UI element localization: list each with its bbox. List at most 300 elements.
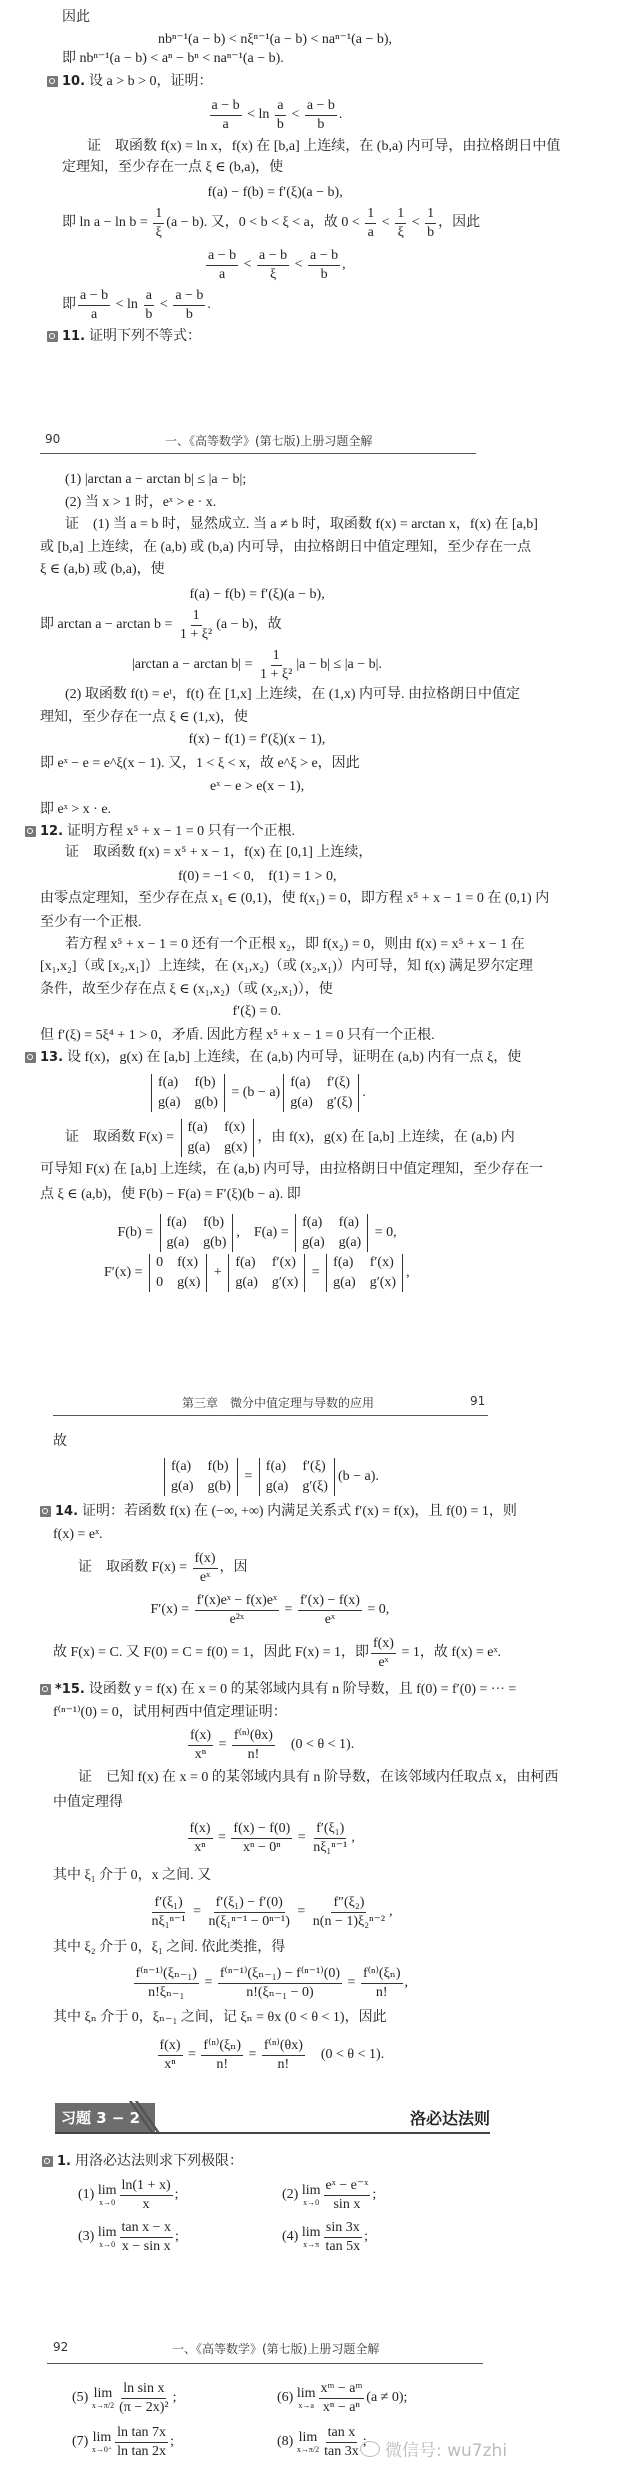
determinant-entry: g′(x)	[369, 1275, 397, 1291]
fraction	[117, 2381, 171, 2416]
text-run: = 0,	[371, 1225, 397, 1241]
text-line	[204, 248, 346, 283]
text-line	[62, 51, 284, 67]
fraction	[361, 1966, 403, 2001]
determinant-entry: g(b)	[194, 1095, 218, 1111]
denominator: ξ	[155, 224, 162, 240]
search-book-icon	[25, 1052, 36, 1063]
determinant	[228, 1254, 305, 1292]
numerator: f″(ξ₂)	[331, 1895, 366, 1913]
determinant-entry: g(a)	[171, 1479, 194, 1495]
determinant-entry: f(a)	[302, 1215, 323, 1230]
text-line	[65, 495, 216, 511]
fraction	[365, 206, 376, 241]
problem-number: 1.	[57, 2153, 71, 2169]
determinant-entry: g(a)	[166, 1235, 190, 1251]
text-line	[40, 608, 282, 643]
denominator: n(n − 1)ξ₂ⁿ⁻²	[312, 1913, 386, 1929]
numerator: a − b	[257, 248, 289, 266]
determinant-entry: f′(ξ)	[326, 1075, 351, 1090]
fraction	[322, 2425, 361, 2460]
numerator: a − b	[173, 288, 205, 306]
fraction	[195, 1593, 279, 1628]
problem-statement	[62, 74, 213, 90]
numerator: 1	[365, 206, 376, 224]
text-run: 用洛必达法则求下列极限：	[74, 2154, 243, 2169]
fraction	[231, 1821, 292, 1856]
denominator: sin x	[333, 2196, 361, 2212]
numerator: a − b	[305, 98, 337, 116]
text-line	[40, 982, 333, 998]
determinant	[151, 1074, 225, 1112]
text-run: =	[200, 1975, 216, 1991]
text-line	[190, 587, 325, 603]
text-run: f(a) − f(b) = f′(ξ)(a − b),	[189, 587, 325, 602]
text-run: (1)	[78, 2187, 98, 2203]
page-number: 91	[470, 1394, 486, 1408]
denominator: e²ˣ	[229, 1611, 245, 1627]
text-run: .	[338, 107, 343, 123]
fraction	[371, 1636, 396, 1671]
fraction	[324, 2178, 371, 2213]
text-run: f′(ξ) = 0.	[232, 1004, 282, 1019]
text-line	[208, 185, 343, 201]
text-run: 点 ξ ∈ (a,b)，使 F(b) − F(a) = F′(ξ)(b − a). 即	[40, 1187, 301, 1202]
header-rule	[47, 2363, 483, 2364]
denominator: ξ	[397, 224, 404, 240]
fraction	[305, 98, 337, 133]
text-run: 设 f(x)，g(x) 在 [a,b] 上连续，在 (a,b) 内可导，证明在 (a,b) 内有一点 ξ，使	[67, 1050, 522, 1065]
fraction	[134, 1966, 199, 2001]
text-line	[282, 2220, 368, 2255]
text-line	[65, 845, 372, 861]
text-run: 可导知 F(x) 在 [a,b] 上连续，在 (a,b) 内可导，由拉格朗日中值定理知，至少存在一	[40, 1162, 544, 1177]
search-book-icon	[47, 331, 58, 342]
lim-subscript: x→0	[99, 2198, 116, 2208]
text-line	[53, 1636, 501, 1671]
text-run: (b − a).	[337, 1469, 379, 1485]
text-line	[40, 1162, 543, 1178]
lim-label: lim	[97, 2225, 117, 2241]
denominator: nξ₁ⁿ⁻¹	[151, 1913, 186, 1929]
text-run: eˣ − e > e(x − 1),	[210, 779, 305, 794]
fraction	[262, 2038, 305, 2073]
numerator: f(x)	[193, 1551, 218, 1569]
numerator: f(x)	[158, 2038, 183, 2056]
denominator: (π − 2x)²	[119, 2399, 169, 2415]
determinant-entry: f(a)	[265, 1459, 286, 1474]
text-run: (2) 取函数 f(t) = eᵗ，f(t) 在 [1,x] 上连续，在 (1,x) 内可导. 由拉格朗日中值定	[65, 687, 521, 702]
denominator: n!	[247, 1746, 260, 1762]
numerator: f⁽ⁿ⁾(ξₙ)	[361, 1966, 403, 1984]
text-run: F′(x) =	[150, 1602, 193, 1618]
lim-subscript: x→a	[298, 2401, 314, 2411]
text-run: 故 F(x) = C. 又 F(0) = C = f(0) = 1，因此 F(x) = 1，即	[53, 1645, 369, 1661]
text-run: ;	[372, 2187, 377, 2203]
text-run: < ln	[112, 297, 142, 313]
text-line	[158, 32, 392, 48]
problem-statement	[62, 329, 201, 345]
fraction	[210, 98, 242, 133]
text-run: 由零点定理知，至少存在点 x₁ ∈ (0,1)，使 f(x₁) = 0，即方程 x⁵ + x − 1 = 0 在 (0,1) 内	[40, 891, 550, 906]
text-run: 证 取函数 F(x) =	[65, 1130, 178, 1146]
determinant	[295, 1214, 368, 1252]
denominator: x	[142, 2196, 150, 2212]
text-line	[156, 2038, 385, 2073]
denominator: nξ₁ⁿ⁻¹	[313, 1839, 348, 1855]
search-book-icon	[25, 826, 36, 837]
lim-label: lim	[97, 2183, 117, 2199]
determinant-entry: f(a)	[187, 1120, 208, 1135]
text-run: f⁽ⁿ⁻¹⁾(0) = 0，试用柯西中值定理证明：	[53, 1705, 287, 1720]
text-run: ,	[351, 1830, 355, 1846]
determinant-entry: f(x)	[177, 1255, 199, 1270]
text-run: ξ ∈ (a,b) 或 (b,a)，使	[40, 562, 165, 577]
page-number: 92	[53, 2340, 69, 2354]
text-line	[65, 1119, 515, 1157]
text-line	[62, 160, 283, 176]
search-book-icon	[40, 1506, 51, 1517]
fraction	[324, 2220, 363, 2255]
text-line	[161, 1458, 379, 1496]
text-run: =	[240, 1469, 256, 1485]
determinant-entry: f′(ξ)	[302, 1459, 326, 1474]
numerator: ln sin x	[121, 2381, 166, 2399]
text-run: ,	[389, 1904, 393, 1920]
fraction	[120, 2178, 173, 2213]
text-line	[40, 1028, 435, 1044]
determinant-entry: f(a)	[338, 1215, 359, 1230]
denominator: eˣ	[199, 1569, 211, 1585]
determinant	[164, 1458, 238, 1496]
text-line	[72, 2425, 174, 2460]
text-line	[65, 937, 525, 953]
denominator: eˣ	[324, 1611, 336, 1627]
fraction	[173, 288, 205, 323]
text-run: , F(a) =	[236, 1225, 293, 1241]
text-line	[40, 891, 549, 907]
determinant-entry: 0	[156, 1255, 164, 1270]
lim-label: lim	[301, 2225, 321, 2241]
text-run: =	[344, 1975, 359, 1991]
fraction	[201, 2038, 243, 2073]
denominator: b	[145, 306, 153, 322]
lim-label: lim	[93, 2386, 113, 2402]
text-line	[78, 1551, 248, 1586]
text-run: (5)	[72, 2390, 92, 2406]
running-title: 一、《高等数学》(第七版)上册习题全解	[165, 434, 373, 448]
problem-number: 11.	[62, 328, 86, 344]
determinant-entry: g(a)	[290, 1095, 313, 1111]
denominator: a	[90, 306, 98, 322]
text-line	[189, 732, 326, 748]
text-run: 定理知，至少存在一点 ξ ∈ (b,a)，使	[62, 160, 284, 175]
text-run: .	[362, 1085, 366, 1101]
text-line	[78, 1770, 558, 1786]
text-run: (a ≠ 0);	[366, 2390, 408, 2406]
numerator: a − b	[210, 98, 242, 116]
numerator: ln(1 + x)	[120, 2178, 173, 2196]
numerator: tan x − x	[120, 2220, 174, 2238]
numerator: f′(ξ₁)	[314, 1821, 346, 1839]
numerator: f(x) − f(0)	[231, 1821, 292, 1839]
text-run: 证 已知 f(x) 在 x = 0 的某邻域内具有 n 阶导数，在该邻域内任取点 x，由柯西	[78, 1770, 559, 1785]
denominator: tan 5x	[325, 2238, 361, 2254]
text-run: nbⁿ⁻¹(a − b) < nξⁿ⁻¹(a − b) < naⁿ⁻¹(a − b),	[158, 32, 393, 47]
text-run: = 0,	[363, 1602, 390, 1618]
text-run: +	[210, 1265, 226, 1281]
search-book-icon	[40, 1684, 51, 1695]
text-line	[132, 1966, 409, 2001]
text-run: <	[378, 215, 394, 231]
numerator: 1	[395, 206, 406, 224]
text-run: .	[207, 297, 211, 313]
text-run: 若方程 x⁵ + x − 1 = 0 还有一个正根 x₂，即 f(x₂) = 0，则由 f(x) = x⁵ + x − 1 在	[65, 937, 525, 952]
problem-number: 12.	[40, 823, 64, 839]
denominator: eˣ	[378, 1654, 389, 1670]
text-line	[118, 1214, 397, 1252]
numerator: f(x)	[188, 1728, 213, 1746]
denominator: b	[427, 224, 435, 240]
numerator: ln tan 7x	[115, 2425, 168, 2443]
text-run: <	[291, 257, 307, 273]
text-run: 即 arctan a − arctan b =	[40, 617, 176, 633]
text-run: 证明下列不等式：	[89, 329, 202, 344]
determinant	[259, 1458, 335, 1496]
numerator: f⁽ⁿ⁾(θx)	[232, 1728, 275, 1746]
text-run: (4)	[282, 2229, 302, 2245]
text-line	[151, 1593, 390, 1628]
numerator: xᵐ − aᵐ	[319, 2381, 365, 2399]
lim-subscript: x→0	[303, 2198, 320, 2208]
text-run: =	[189, 1904, 205, 1920]
text-run: 证明：若函数 f(x) 在 (−∞, +∞) 内满足关系式 f′(x) = f(x)，且 f(0) = 1，则	[82, 1504, 517, 1519]
text-line	[53, 1940, 285, 1956]
text-run: 即	[62, 297, 76, 313]
text-line	[65, 472, 246, 488]
text-line	[53, 1705, 287, 1721]
denominator: n(ξ₁ⁿ⁻¹ − 0ⁿ⁻¹)	[208, 1913, 290, 1929]
determinant-entry: g′(ξ)	[302, 1479, 328, 1495]
denominator: a	[222, 116, 229, 132]
fraction	[298, 1593, 362, 1628]
text-line	[186, 1728, 354, 1763]
text-run: 或 [b,a] 上连续，在 (a,b) 或 (b,a) 内可导，由拉格朗日中值定理知，至少存在一点	[40, 540, 532, 555]
denominator: xⁿ − 0ⁿ	[242, 1839, 281, 1855]
determinant	[181, 1119, 255, 1157]
lim-subscript: x→π	[303, 2240, 320, 2250]
limit-operator	[302, 2183, 321, 2207]
text-run: (7)	[72, 2434, 92, 2450]
text-run: 证 取函数 F(x) =	[78, 1560, 191, 1576]
text-run: =	[308, 1265, 324, 1281]
lim-subscript: x→0	[99, 2240, 116, 2250]
text-line	[78, 2220, 179, 2255]
text-line	[78, 2178, 179, 2213]
denominator: 1 + ξ²	[179, 626, 213, 642]
numerator: a	[144, 288, 154, 306]
determinant-entry: g(x)	[224, 1140, 248, 1156]
limit-operator	[302, 2225, 321, 2249]
determinant-entry: f(b)	[194, 1075, 216, 1090]
text-run: <	[156, 297, 172, 313]
numerator: f(x)	[188, 1821, 213, 1839]
fraction	[120, 2220, 174, 2255]
fraction	[115, 2425, 168, 2460]
text-run: ;	[175, 2229, 179, 2245]
text-run: =	[294, 1830, 310, 1846]
text-run: 理知，至少存在一点 ξ ∈ (1,x)，使	[40, 710, 248, 725]
text-run: ，因此	[438, 215, 481, 231]
fraction	[258, 648, 294, 683]
text-line	[53, 2010, 387, 2026]
text-run: (6)	[277, 2390, 297, 2406]
determinant-entry: g(a)	[235, 1275, 258, 1291]
determinant-entry: f(x)	[224, 1120, 246, 1135]
text-run: (0 < θ < 1).	[276, 1737, 355, 1753]
numerator: 1	[271, 648, 282, 666]
fraction	[78, 288, 110, 323]
text-run: (a − b). 又，0 < b < ξ < a，故 0 <	[166, 215, 364, 231]
fraction	[150, 1895, 188, 1930]
numerator: 1	[191, 608, 202, 626]
problem-number: *15.	[55, 1681, 85, 1697]
denominator: a	[367, 224, 374, 240]
text-run: (3)	[78, 2229, 98, 2245]
problem-statement	[55, 1682, 516, 1698]
denominator: b	[276, 116, 284, 132]
watermark	[360, 2436, 507, 2461]
text-run: f(x) − f(1) = f′(ξ)(x − 1),	[188, 732, 326, 747]
text-line	[277, 2425, 367, 2460]
text-run: F′(x) =	[104, 1265, 147, 1281]
text-line	[210, 779, 304, 795]
limit-operator	[98, 2183, 117, 2207]
text-line	[148, 1895, 393, 1930]
text-run: ;	[170, 2434, 174, 2450]
search-book-icon	[47, 76, 58, 87]
fraction	[257, 248, 289, 283]
fraction	[206, 248, 238, 283]
text-run: = 1，故 f(x) = eˣ.	[397, 1645, 502, 1661]
text-run: ;	[364, 2229, 368, 2245]
fraction	[207, 1895, 292, 1930]
text-run: |arctan a − arctan b| =	[132, 657, 256, 673]
text-line	[65, 517, 538, 533]
fraction	[319, 2381, 365, 2416]
text-run: (2)	[282, 2187, 302, 2203]
running-title: 一、《高等数学》(第七版)上册习题全解	[172, 2342, 380, 2356]
text-run: (2) 当 x > 1 时，eˣ > e · x.	[65, 495, 217, 510]
fraction	[425, 206, 436, 241]
text-run: <	[240, 257, 256, 273]
denominator: xⁿ − aⁿ	[322, 2399, 360, 2415]
denominator: n!	[216, 2056, 229, 2072]
text-run: < ln	[243, 107, 273, 123]
lim-label: lim	[298, 2430, 318, 2446]
fraction	[193, 1551, 218, 1586]
determinant	[283, 1074, 359, 1112]
fraction	[218, 1966, 342, 2001]
text-run: f(0) = −1 < 0, f(1) = 1 > 0,	[178, 869, 337, 884]
text-run: 中值定理得	[53, 1795, 123, 1810]
problem-statement	[57, 2154, 243, 2170]
denominator: b	[320, 266, 328, 282]
problem-number: 14.	[55, 1503, 79, 1519]
text-run: (1) |arctan a − arctan b| ≤ |a − b|;	[65, 472, 247, 487]
determinant-entry: g(a)	[187, 1140, 211, 1156]
search-book-icon	[42, 2156, 53, 2167]
text-run: (8)	[277, 2434, 297, 2450]
numerator: a − b	[78, 288, 110, 306]
text-run: ;	[174, 2187, 179, 2203]
text-run: 其中 ξₙ 介于 0，ξₙ₋₁ 之间，记 ξₙ = θx (0 < θ < 1)，因此	[53, 2010, 387, 2025]
numerator: a − b	[206, 248, 238, 266]
text-line	[178, 869, 336, 885]
running-title: 第三章 微分中值定理与导数的应用	[182, 1396, 375, 1410]
determinant-entry: f(b)	[203, 1215, 225, 1230]
determinant-entry: f(a)	[333, 1255, 354, 1270]
numerator: sin 3x	[324, 2220, 362, 2238]
determinant-entry: g(b)	[207, 1479, 231, 1495]
denominator: b	[317, 116, 325, 132]
numerator: f⁽ⁿ⁾(θx)	[262, 2038, 305, 2056]
text-run: =	[293, 1904, 309, 1920]
numerator: tan x	[326, 2425, 358, 2443]
numerator: f′(x) − f(x)	[298, 1593, 362, 1611]
determinant	[149, 1254, 207, 1292]
text-line	[208, 98, 343, 133]
text-line	[53, 1795, 123, 1811]
text-run: 至少有一个正根.	[40, 915, 142, 930]
text-line	[186, 1821, 355, 1856]
text-run: [x₁,x₂]（或 [x₂,x₁]）上连续，在 (x₁,x₂)（或 (x₂,x₁)）内可导，知 f(x) 满足罗尔定理	[40, 959, 533, 974]
numerator: f(x)	[371, 1636, 396, 1654]
determinant-entry: f(a)	[171, 1459, 192, 1474]
text-line	[87, 139, 560, 155]
denominator: a	[218, 266, 226, 282]
text-line	[40, 915, 142, 931]
text-run: 条件，故至少存在点 ξ ∈ (x₁,x₂)（或 (x₂,x₁)），使	[40, 982, 333, 997]
fraction	[153, 206, 164, 241]
numerator: f′(ξ₁) − f′(0)	[214, 1895, 285, 1913]
lim-label: lim	[92, 2430, 112, 2446]
text-line	[277, 2381, 407, 2416]
determinant-entry: f′(x)	[369, 1255, 394, 1270]
denominator: b	[185, 306, 193, 322]
determinant-entry: f(a)	[235, 1255, 256, 1270]
text-run: 即 ln a − ln b =	[62, 215, 152, 231]
text-line	[233, 1004, 282, 1020]
determinant-entry: g(a)	[158, 1095, 181, 1111]
denominator: xⁿ	[194, 1839, 206, 1855]
fraction	[311, 1821, 349, 1856]
limit-operator	[92, 2386, 114, 2410]
text-line	[62, 206, 480, 241]
problem-statement	[40, 824, 295, 840]
text-run: =	[281, 1602, 296, 1618]
text-line	[40, 1187, 301, 1203]
denominator: xⁿ	[194, 1746, 207, 1762]
fraction	[232, 1728, 275, 1763]
denominator: n!	[277, 2056, 290, 2072]
text-run: 因此	[62, 10, 90, 25]
text-run: ，因	[219, 1560, 248, 1576]
numerator: f′(ξ₁)	[152, 1895, 184, 1913]
text-line	[40, 562, 165, 578]
lim-subscript: x→π/2	[296, 2445, 320, 2455]
text-run: =	[244, 2047, 260, 2063]
